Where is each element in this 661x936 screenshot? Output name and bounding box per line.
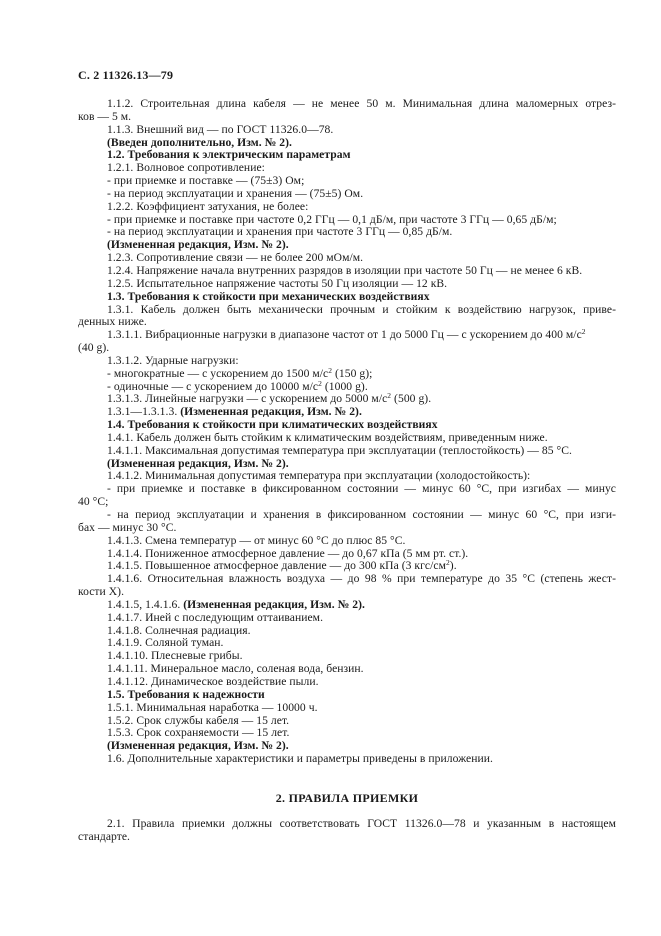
text-line — [78, 599, 616, 612]
text-line — [78, 329, 616, 342]
text-fragment: 1.3.1.1. Вибрационные нагрузки в диапазоне частот от 1 до 5000 Гц — с ускорением до 400 м/с — [107, 328, 582, 342]
text-line: 1.6. Дополнительные характеристики и параметры приведены в приложении. — [107, 752, 493, 766]
text-line: 1.4.1.4. Пониженное атмосферное давление — до 0,67 кПа (5 мм рт. ст.). — [107, 546, 469, 560]
text-line: 1.5.1. Минимальная наработка — 10000 ч. — [107, 700, 318, 714]
section-1-body — [78, 98, 616, 766]
text-line: бах — минус 30 °С. — [78, 520, 177, 534]
text-line: 1.4.1.9. Соляной туман. — [107, 636, 224, 650]
subsection-heading: 1.2. Требования к электрическим параметрам — [107, 148, 351, 162]
text-line: 1.3.1. Кабель должен быть механически прочным и стойким к воздействию нагрузок, приве- — [107, 303, 616, 316]
text-line: 1.5.2. Срок службы кабеля — 15 лет. — [107, 713, 290, 727]
text-line: 1.4.1.8. Солнечная радиация. — [107, 623, 251, 637]
subsection-heading: 1.4. Требования к стойкости при климатических воздействиях — [107, 418, 438, 432]
superscript: 2 — [581, 327, 586, 337]
text-line: ков — 5 м. — [78, 109, 132, 123]
amendment-note: (Измененная редакция, Изм. № 2). — [107, 238, 289, 252]
text-line: 1.4.1.12. Динамическое воздействие пыли. — [107, 674, 319, 688]
text-fragment: (150 g); — [332, 366, 373, 380]
subsection-heading: 1.3. Требования к стойкости при механических воздействиях — [107, 289, 430, 303]
amendment-note: (Измененная редакция, Изм. № 2). — [107, 739, 289, 753]
superscript: 2 — [328, 365, 333, 375]
text-fragment: - многократные — с ускорением до 1500 м/с — [107, 366, 329, 380]
text-line: денных ниже. — [78, 315, 147, 329]
text-fragment: ). — [449, 559, 457, 573]
superscript: 2 — [318, 378, 322, 388]
amendment-note: (Введен дополнительно, Изм. № 2). — [107, 135, 292, 149]
text-line: 1.5.3. Срок сохраняемости — 15 лет. — [107, 726, 290, 740]
text-line: - на период эксплуатации и хранения в фиксированном состоянии — минус 60 °С, при изги- — [107, 509, 616, 521]
amendment-note: (Измененная редакция, Изм. № 2). — [183, 597, 365, 611]
text-line — [78, 560, 616, 573]
section-2-body — [78, 818, 616, 844]
page-header: С. 2 11326.13—79 — [78, 68, 174, 82]
text-line: 1.4.1.11. Минеральное масло, соленая вода, бензин. — [107, 662, 364, 676]
text-line: 1.4.1.6. Относительная влажность воздуха — до 98 % при температуре до 35 °С (степень жест- — [107, 573, 616, 586]
text-line: 1.4.1. Кабель должен быть стойким к климатическим воздействиям, приведенным ниже. — [107, 430, 548, 444]
text-line: 1.1.3. Внешний вид — по ГОСТ 11326.0—78. — [107, 122, 334, 136]
text-line: стандарте. — [78, 829, 131, 843]
text-line: кости X). — [78, 585, 125, 599]
text-line: 1.4.1.2. Минимальная допустимая температура при эксплуатации (холодостойкость): — [107, 469, 531, 483]
text-line: 1.2.1. Волновое сопротивление: — [107, 161, 265, 175]
text-fragment: 1.3.1.3. Линейные нагрузки — с ускорением до 5000 м/с — [107, 392, 388, 406]
text-line: - на период эксплуатации и хранения при частоте 3 ГГц — 0,85 дБ/м. — [107, 225, 453, 239]
text-line: 2.1. Правила приемки должны соответствовать ГОСТ 11326.0—78 и указанным в настоящем — [107, 818, 616, 830]
amendment-note: (Измененная редакция, Изм. № 2). — [180, 405, 362, 419]
text-fragment: (500 g). — [391, 392, 432, 406]
text-fragment: 1.3.1—1.3.1.3. — [107, 405, 181, 419]
text-line: 1.4.1.10. Плесневые грибы. — [107, 649, 243, 663]
text-line: - при приемке и поставке при частоте 0,2 ГГц — 0,1 дБ/м, при частоте 3 ГГц — 0,65 дБ/м; — [107, 212, 557, 226]
text-line: 1.2.3. Сопротивление связи — не более 200 мОм/м. — [107, 251, 364, 265]
text-line: 40 °С; — [78, 495, 109, 509]
subsection-heading: 1.5. Требования к надежности — [107, 687, 265, 701]
text-line: 1.4.1.1. Максимальная допустимая температура при эксплуатации (теплостойкость) — 85 °С. — [107, 443, 572, 457]
text-line: 1.1.2. Строительная длина кабеля — не менее 50 м. Минимальная длина маломерных отрез- — [107, 98, 616, 110]
text-line: 1.2.5. Испытательное напряжение частоты 50 Гц изоляции — 12 кВ. — [107, 276, 448, 290]
section-2-title: 2. ПРАВИЛА ПРИЕМКИ — [275, 791, 419, 805]
text-line: (40 g). — [78, 341, 110, 355]
text-fragment: 1.4.1.5, 1.4.1.6. — [107, 597, 184, 611]
text-line: - при приемке и поставке — (75±3) Ом; — [107, 174, 305, 188]
superscript: 2 — [387, 391, 392, 401]
text-fragment: 1.4.1.5. Повышенное атмосферное давление — до 300 кПа (3 кгс/см — [107, 559, 446, 573]
text-fragment: - одиночные — с ускорением до 10000 м/с — [107, 379, 319, 393]
amendment-note: (Измененная редакция, Изм. № 2). — [107, 456, 289, 470]
text-line: 1.4.1.3. Смена температур — от минус 60 °С до плюс 85 °С. — [107, 533, 406, 547]
text-fragment: (1000 g). — [321, 379, 368, 393]
superscript: 2 — [445, 558, 450, 568]
text-line: 1.2.4. Напряжение начала внутренних разрядов в изоляции при частоте 50 Гц — не менее 6 кВ. — [107, 263, 583, 277]
text-line: - при приемке и поставке в фиксированном состоянии — минус 60 °С, при изгибах — минус — [107, 483, 616, 496]
text-line: 1.2.2. Коэффициент затухания, не более: — [107, 199, 309, 213]
text-line: 1.4.1.7. Иней с последующим оттаиванием. — [107, 610, 324, 624]
text-line: - на период эксплуатации и хранения — (75±5) Ом. — [107, 186, 364, 200]
text-line: 1.3.1.2. Ударные нагрузки: — [107, 353, 239, 367]
